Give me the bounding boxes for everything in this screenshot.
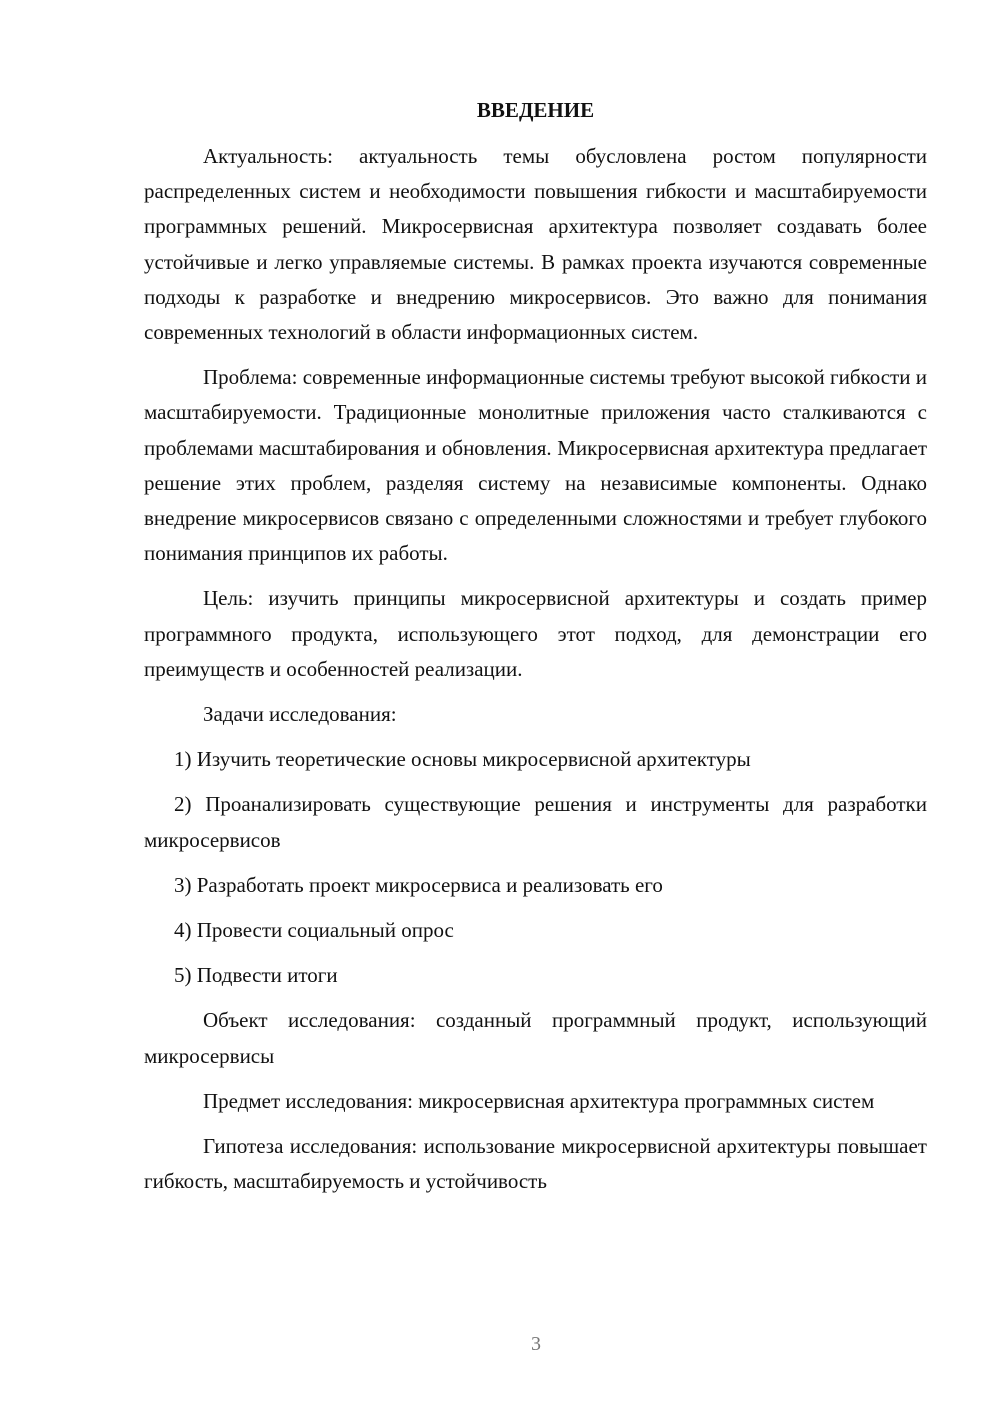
paragraph-object: Объект исследования: созданный программный продукт, использующий микросервисы bbox=[144, 1008, 927, 1068]
page-content bbox=[144, 95, 927, 1209]
section-title: ВВЕДЕНИЕ bbox=[476, 98, 595, 122]
task-item-1: 1) Изучить теоретические основы микросервисной архитектуры bbox=[174, 747, 751, 772]
task-item-2: 2) Проанализировать существующие решения и инструменты для разработки микросервисов bbox=[144, 792, 927, 852]
task-item-5: 5) Подвести итоги bbox=[174, 963, 338, 988]
paragraph-goal: Цель: изучить принципы микросервисной архитектуры и создать пример программного продукта, использующего этот подход, для демонстрации его преимуществ и особенностей реализации. bbox=[144, 586, 927, 681]
task-item-3: 3) Разработать проект микросервиса и реализовать его bbox=[174, 872, 663, 897]
page-number: 3 bbox=[531, 1333, 541, 1355]
paragraph-hypothesis: Гипотеза исследования: использование микросервисной архитектуры повышает гибкость, масштабируемость и устойчивость bbox=[144, 1134, 927, 1194]
task-item-4: 4) Провести социальный опрос bbox=[174, 918, 454, 943]
paragraph-subject: Предмет исследования: микросервисная архитектура программных систем bbox=[203, 1088, 875, 1113]
paragraph-tasks-heading: Задачи исследования: bbox=[203, 702, 397, 727]
paragraph-relevance: Актуальность: актуальность темы обусловлена ростом популярности распределенных систем и необходимости повышения гибкости и масштабируемости программных решений. Микросервисная архитектура позволяет создавать более устойчивые и легко управляемые системы. В рамках проекта изучаются современные подходы к разработке и внедрению микросервисов. Это важно для понимания современных технологий в области информационных систем. bbox=[144, 144, 927, 345]
paragraph-problem: Проблема: современные информационные системы требуют высокой гибкости и масштабируемости. Традиционные монолитные приложения часто сталкиваются с проблемами масштабирования и обновления. Микросервисная архитектура предлагает решение этих проблем, разделяя систему на независимые компоненты. Однако внедрение микросервисов связано с определенными сложностями и требует глубокого понимания принципов их работы. bbox=[144, 365, 927, 566]
